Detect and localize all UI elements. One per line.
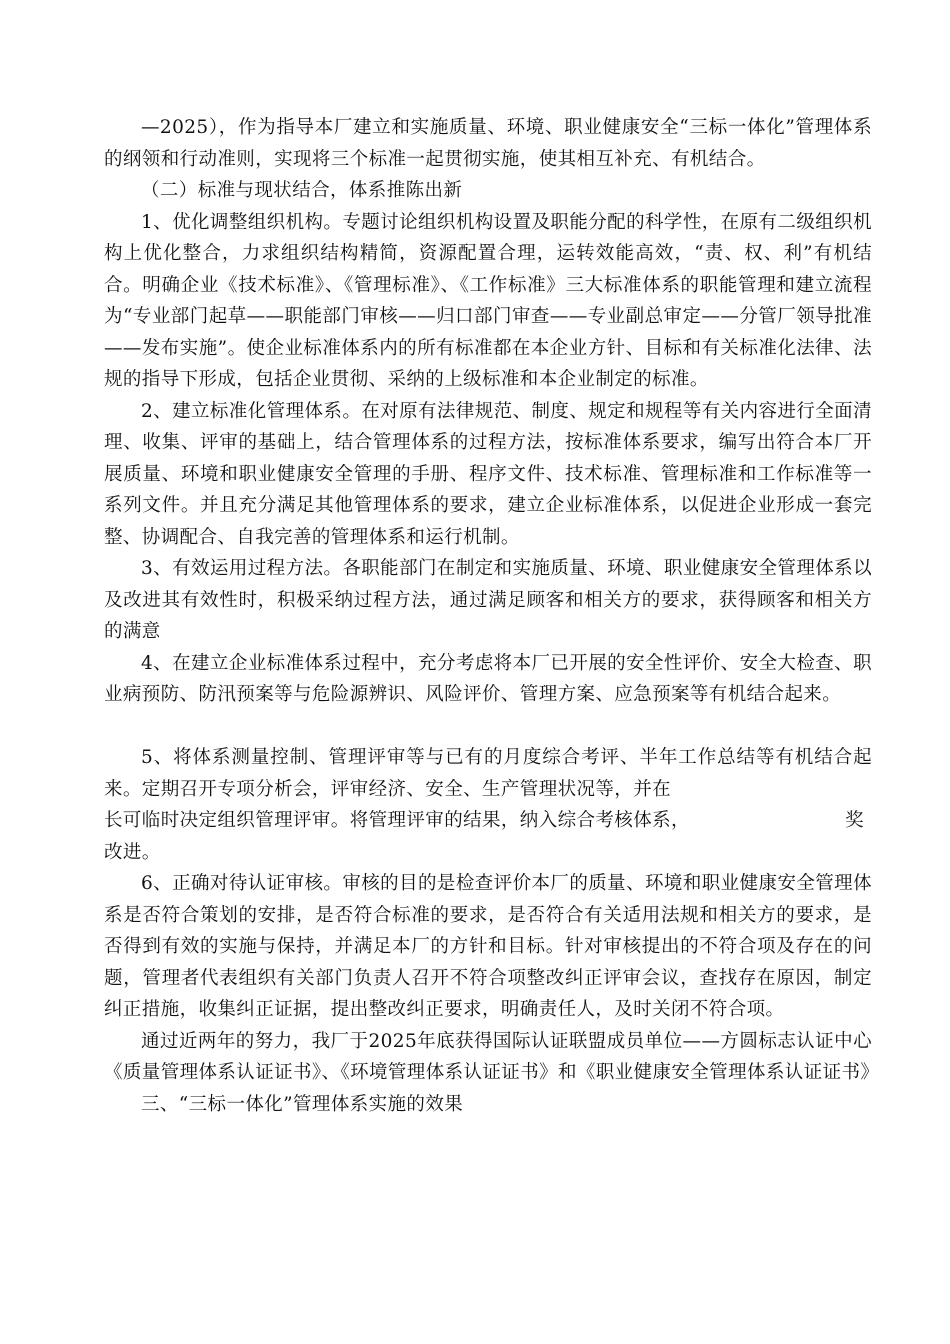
paragraph-item-6: 6、正确对待认证审核。审核的目的是检查评价本厂的质量、环境和职业健康安全管理体系是否符合策划的安排，是否符合标准的要求，是否符合有关适用法规和相关方的要求，是否得到有效的实施与保持，并满足本厂的方针和目标。针对审核提出的不符合项及存在的问题，管理者代表组织有关部门负责人召开不符合项整改纠正评审会议，查找存在原因，制定纠正措施，收集纠正证据，提出整改纠正要求，明确责任人，及时关闭不符合项。: [104, 873, 872, 1020]
paragraph-item-5: 5、将体系测量控制、管理评审等与已有的月度综合考评、半年工作总结等有机结合起来。定期召开专项分析会，评审经济、安全、生产管理状况等，并在: [104, 747, 872, 800]
paragraph-conclusion: 通过近两年的努力，我厂于2025年底获得国际认证联盟成员单位——方圆标志认证中心《质量管理体系认证证书》、《环境管理体系认证证书》和《职业健康安全管理体系认证证书》: [104, 1030, 880, 1083]
paragraph-item-2: 2、建立标准化管理体系。在对原有法律规范、制度、规定和规程等有关内容进行全面清理、收集、评审的基础上，结合管理体系的过程方法，按标准体系要求，编写出符合本厂开展质量、环境和职业健康安全管理的手册、程序文件、技术标准、管理标准和工作标准等一系列文件。并且充分满足其他管理体系的要求，建立企业标准体系，以促进企业形成一套完整、协调配合、自我完善的管理体系和运行机制。: [104, 400, 872, 548]
occluded-char: 奖: [845, 810, 864, 831]
paragraph-item-4: 4、在建立企业标准体系过程中，充分考虑将本厂已开展的安全性评价、安全大检查、职业病预防、防汛预案等与危险源辨识、风险评价、管理方案、应急预案等有机结合起来。: [104, 652, 872, 705]
paragraph-intro: —2025），作为指导本厂建立和实施质量、环境、职业健康安全“三标一体化”管理体系的纲领和行动准则，实现将三个标准一起贯彻实施，使其相互补充、有机结合。: [104, 117, 872, 170]
paragraph-item-5-end: 改进。: [104, 841, 161, 863]
document-body: [104, 112, 880, 1120]
blank-line: [104, 711, 872, 743]
paragraph-item-5-line-3: [104, 805, 872, 837]
paragraph-item-1: 1、优化调整组织机构。专题讨论组织机构设置及职能分配的科学性，在原有二级组织机构上优化整合，力求组织结构精简，资源配置合理，运转效能高效，“责、权、利”有机结合。明确企业《技术标准》、《管理标准》、《工作标准》三大标准体系的职能管理和建立流程为“专业部门起草——职能部门审核——归口部门审查——专业副总审定——分管厂领导批准——发布实施”。使企业标准体系内的所有标准都在本企业方针、目标和有关标准化法律、法规的指导下形成，包括企业贯彻、采纳的上级标准和本企业制定的标准。: [104, 211, 872, 390]
paragraph-item-3: 3、有效运用过程方法。各职能部门在制定和实施质量、环境、职业健康安全管理体系以及改进其有效性时，积极采纳过程方法，通过满足顾客和相关方的要求，获得顾客和相关方的满意: [104, 558, 872, 642]
paragraph-item-5-fragment: 长可临时决定组织管理评审。将管理评审的结果，纳入综合考核体系，: [104, 810, 690, 831]
section-heading-2: （二）标准与现状结合，体系推陈出新: [141, 180, 463, 201]
section-heading-3: 三、“三标一体化”管理体系实施的效果: [141, 1093, 464, 1115]
